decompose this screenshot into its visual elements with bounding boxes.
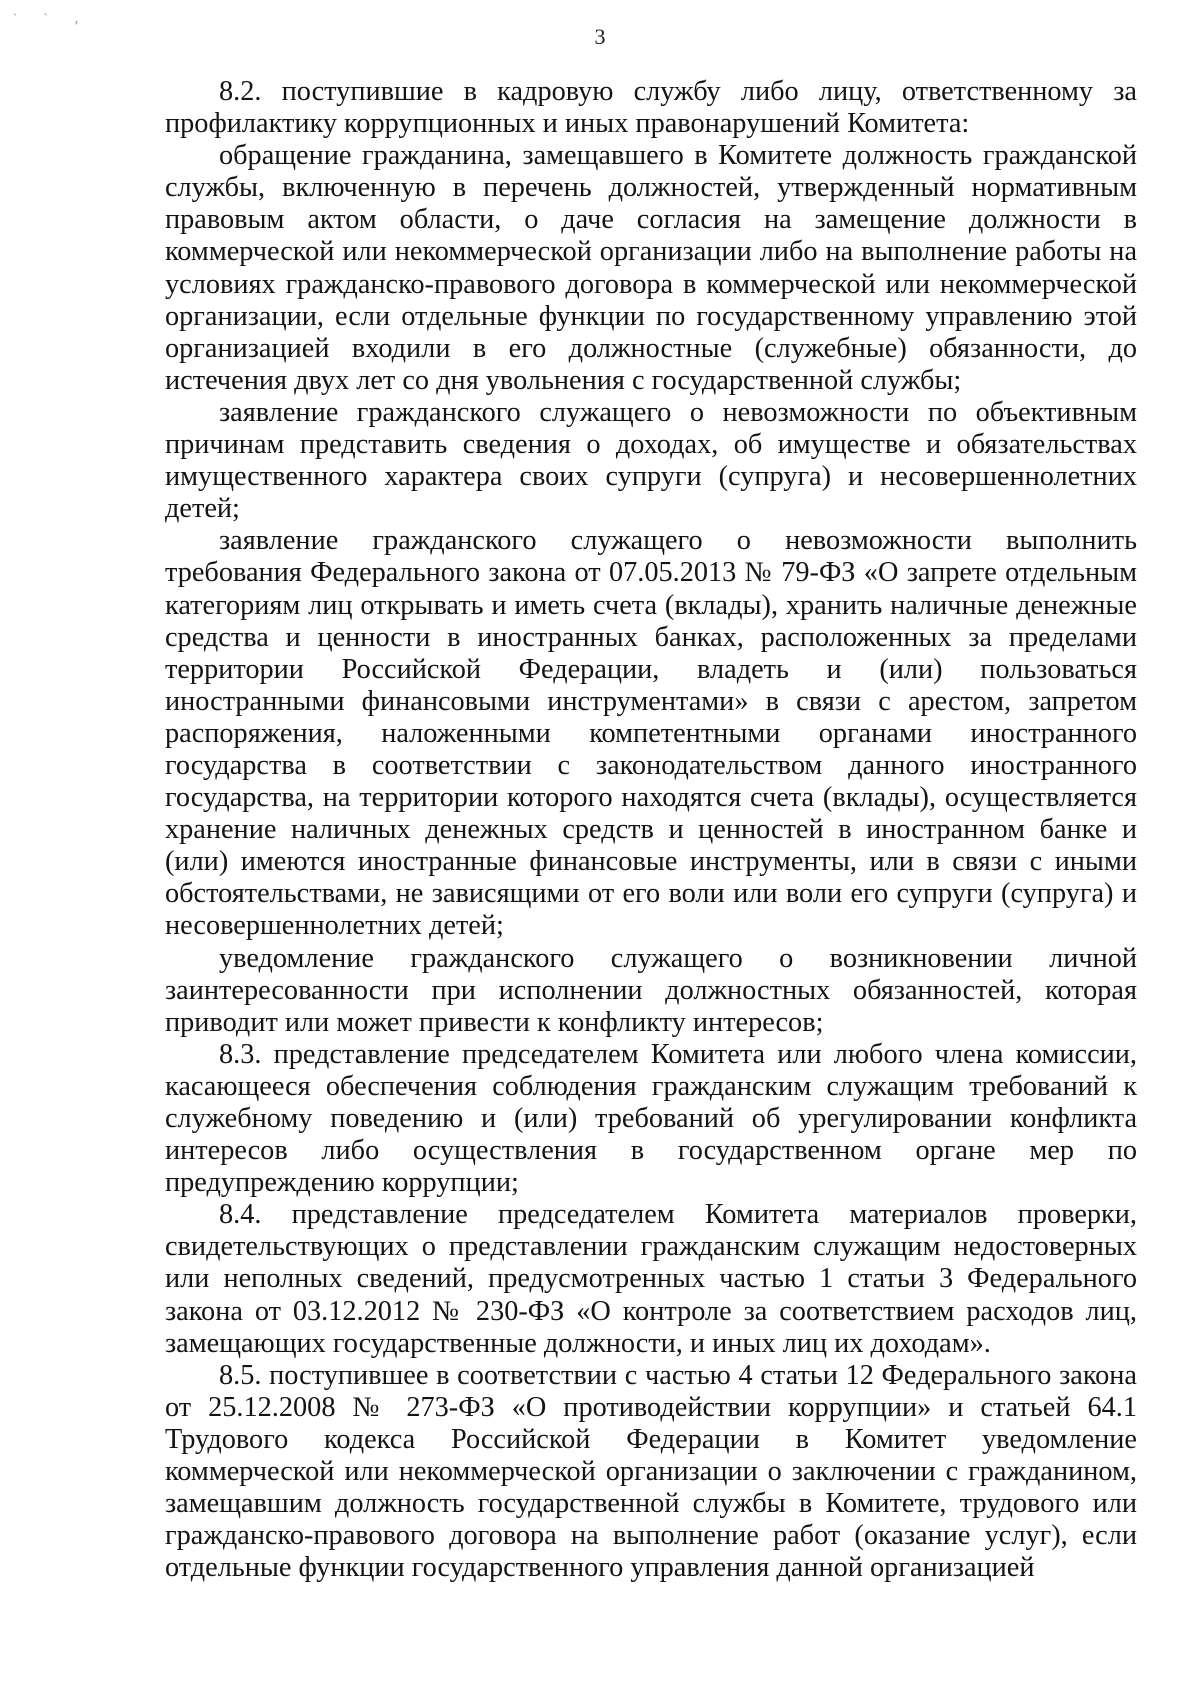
scan-corner-marks: ` ` ,: [12, 12, 89, 26]
document-body: [165, 76, 1137, 1584]
paragraph-8-5: 8.5. поступившее в соответствии с частью 4 статьи 12 Федерального закона от 25.12.2008 № 273-ФЗ «О противодействии коррупции» и статьей 64.1 Трудового кодекса Российской Федерации в Комитет уведомление коммерческой или некоммерческой организации о заключении с гражданином, замещавшим должность государственной службы в Комитете, трудового или гражданско-правового договора на выполнение работ (оказание услуг), если отдельные функции государственного управления данной организацией: [165, 1359, 1137, 1584]
paragraph-conflict-notice: уведомление гражданского служащего о возникновении личной заинтересованности при исполнении должностных обязанностей, которая приводит или может привести к конфликту интересов;: [165, 942, 1137, 1038]
paragraph-income-statement: заявление гражданского служащего о невозможности по объективным причинам представить сведения о доходах, об имуществе и обязательствах имущественного характера своих супруги (супруга) и несовершеннолетних детей;: [165, 396, 1137, 525]
paragraph-8-4: 8.4. представление председателем Комитета материалов проверки, свидетельствующих о представлении гражданским служащим недостоверных или неполных сведений, предусмотренных частью 1 статьи 3 Федерального закона от 03.12.2012 № 230-ФЗ «О контроле за соответствием расходов лиц, замещающих государственные должности, и иных лиц их доходам».: [165, 1199, 1137, 1359]
paragraph-foreign-accounts: заявление гражданского служащего о невозможности выполнить требования Федерального закона от 07.05.2013 № 79-ФЗ «О запрете отдельным категориям лиц открывать и иметь счета (вклады), хранить наличные денежные средства и ценности в иностранных банках, расположенных за пределами территории Российской Федерации, владеть и (или) пользоваться иностранными финансовыми инструментами» в связи с арестом, запретом распоряжения, наложенными компетентными органами иностранного государства в соответствии с законодательством данного иностранного государства, на территории которого находятся счета (вклады), осуществляется хранение наличных денежных средств и ценностей в иностранном банке и (или) имеются иностранные финансовые инструменты, или в связи с иными обстоятельствами, не зависящими от его воли или воли его супруги (супруга) и несовершеннолетних детей;: [165, 525, 1137, 942]
paragraph-8-3: 8.3. представление председателем Комитета или любого члена комиссии, касающееся обеспечения соблюдения гражданским служащим требований к служебному поведению и (или) требований об урегулировании конфликта интересов либо осуществления в государственном органе мер по предупреждению коррупции;: [165, 1038, 1137, 1199]
paragraph-8-2: 8.2. поступившие в кадровую службу либо лицу, ответственному за профилактику коррупционных и иных правонарушений Комитета:: [165, 76, 1137, 140]
paragraph-citizen-appeal: обращение гражданина, замещавшего в Комитете должность гражданской службы, включенную в перечень должностей, утвержденный нормативным правовым актом области, о даче согласия на замещение должности в коммерческой или некоммерческой организации либо на выполнение работы на условиях гражданско-правового договора в коммерческой или некоммерческой организации, если отдельные функции по государственному управлению этой организацией входили в его должностные (служебные) обязанности, до истечения двух лет со дня увольнения с государственной службы;: [165, 140, 1137, 396]
page-number: 3: [594, 24, 606, 49]
